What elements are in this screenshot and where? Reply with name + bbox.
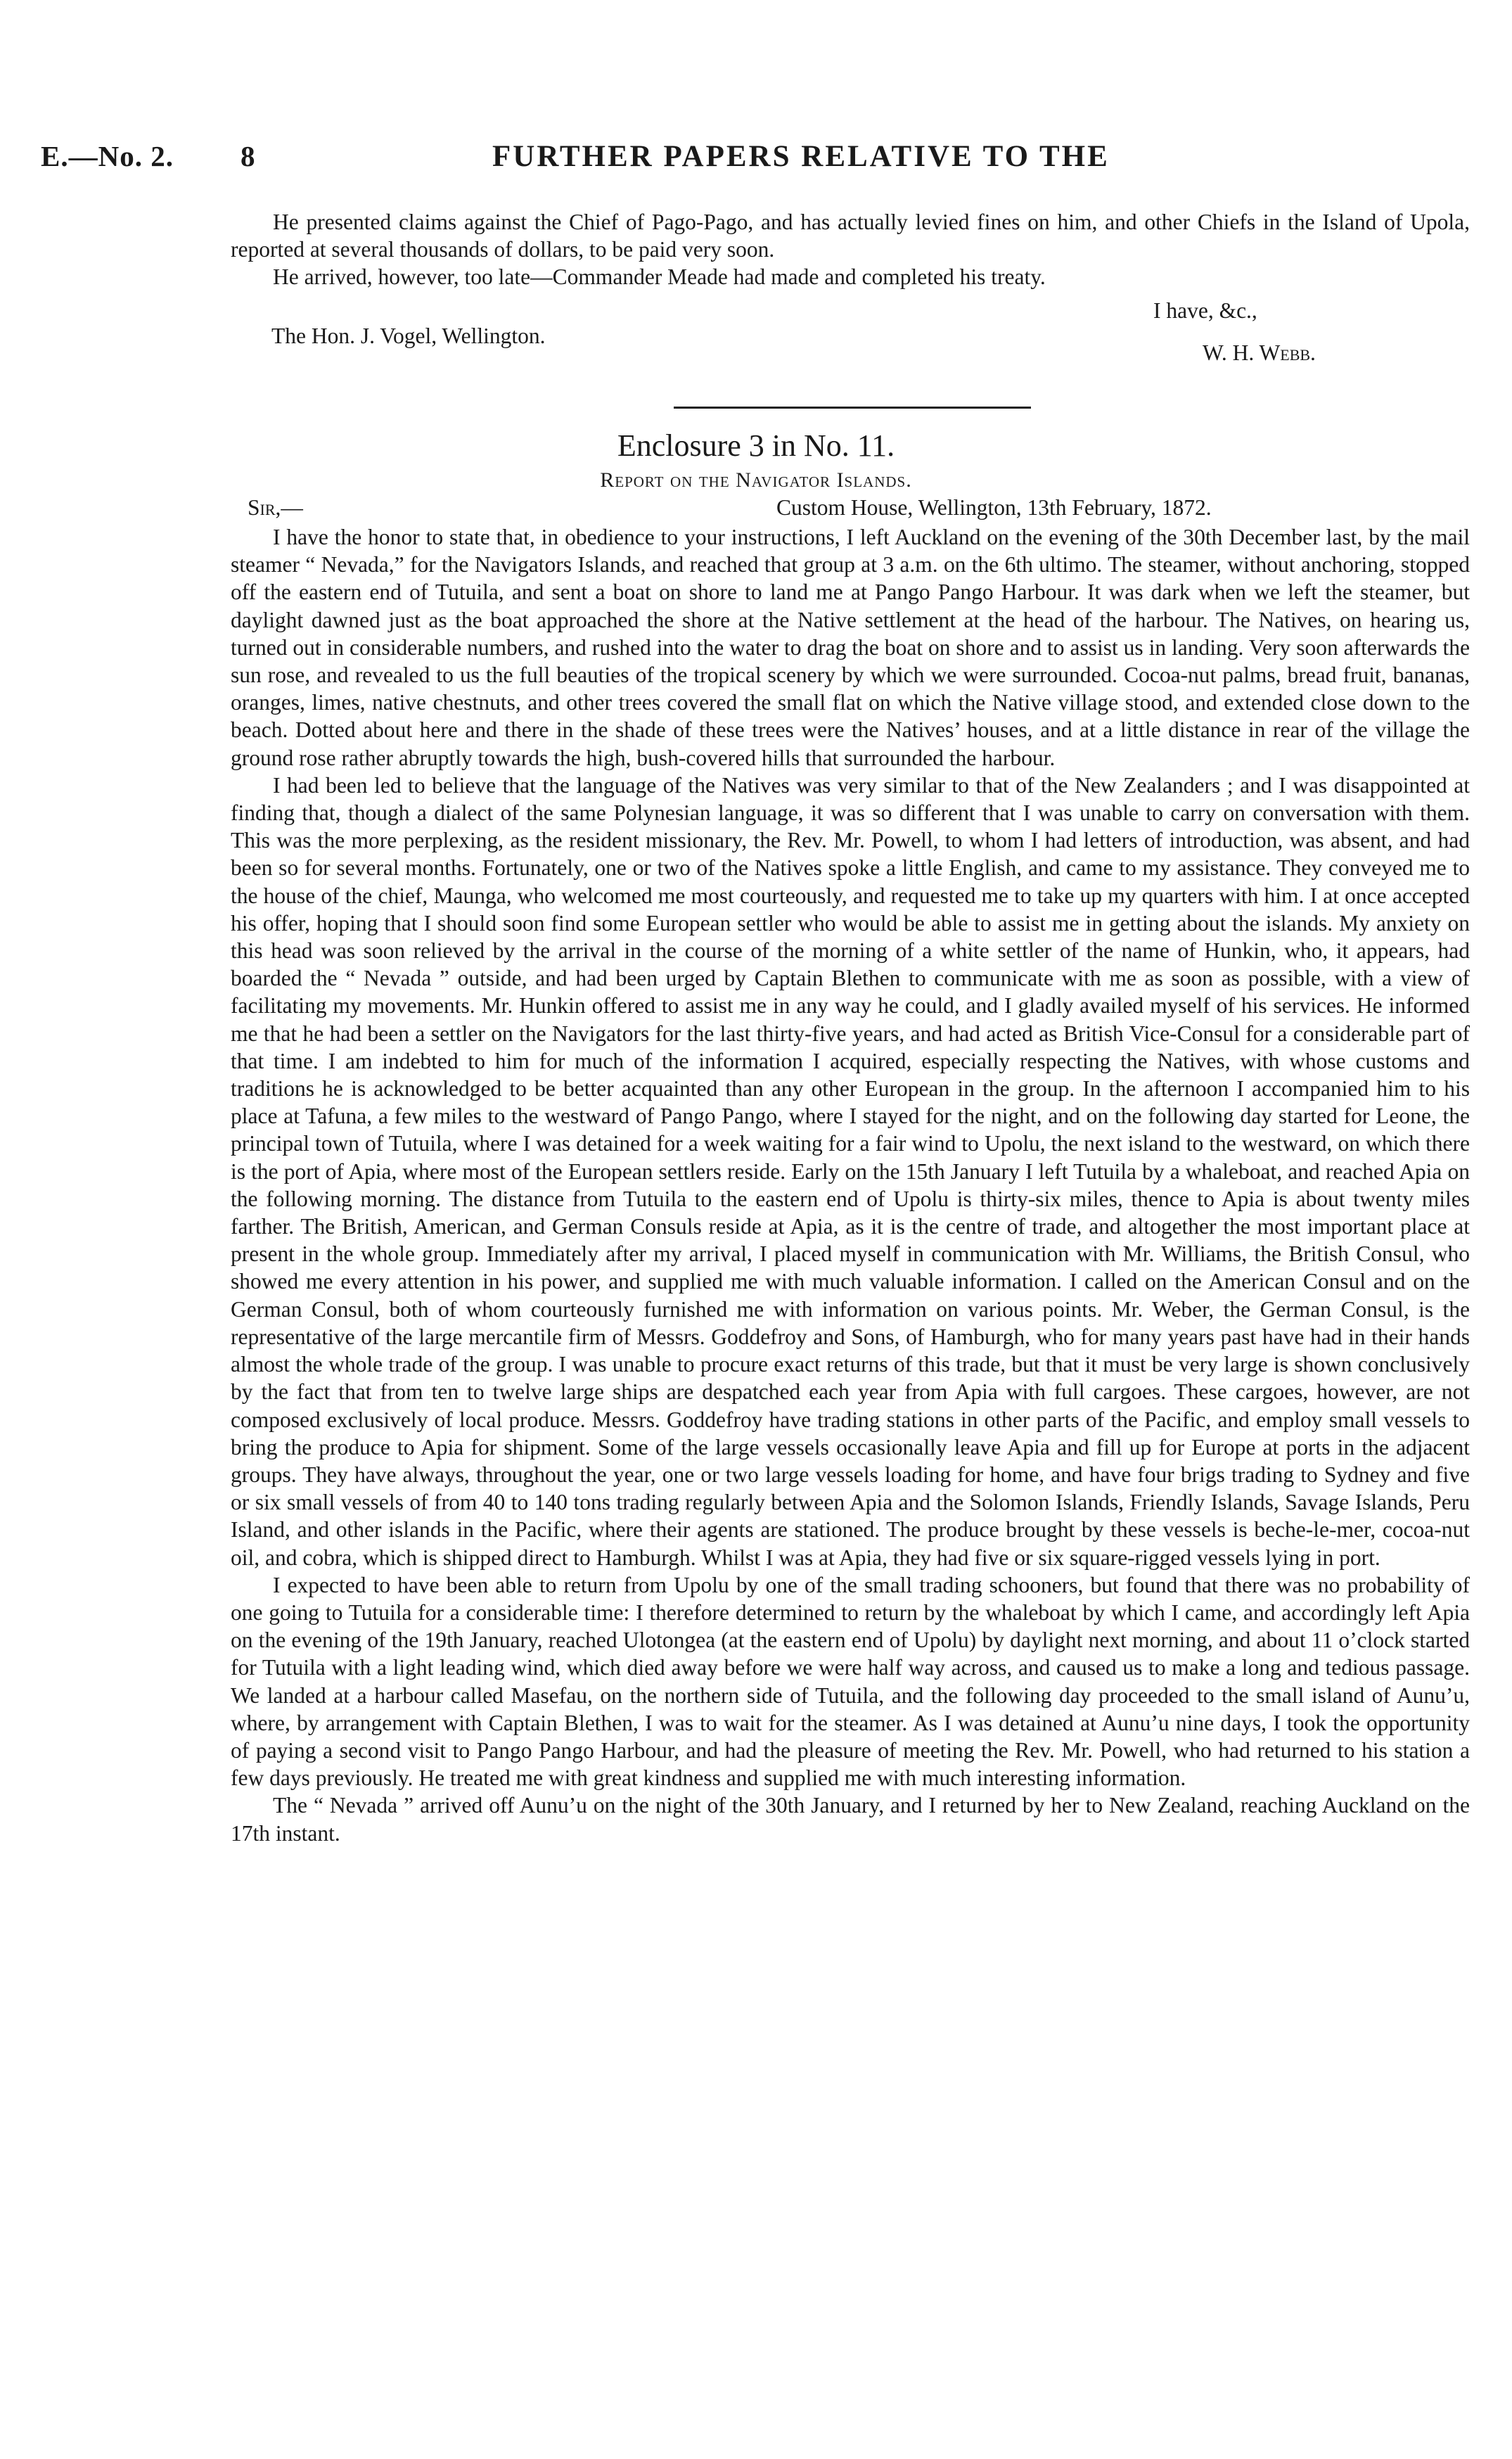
dateline: Custom House, Wellington, 13th February, 1872.	[776, 495, 1212, 520]
closing-phrase: I have, &c.,	[1153, 298, 1257, 323]
intro-paragraph: He presented claims against the Chief of Pago-Pago, and has actually levied fines on him, and other Chiefs in the Island of Upola, reported at several thousands of dollars, to be paid very soon.	[231, 210, 1470, 262]
salutation: Sir,—	[248, 495, 303, 520]
signature: W. H. Webb.	[1203, 340, 1316, 365]
enclosure-subtitle: Report on the Navigator Islands.	[600, 468, 912, 492]
enclosure-title: Enclosure 3 in No. 11.	[617, 428, 895, 463]
letter-paragraph: I expected to have been able to return from Upolu by one of the small trading schooners, but found that there was no probability of one going to Tutuila for a considerable time: I therefore determined to return by the whaleboat by which I came, and accordingly left Apia on the evening of the 19th January, reached Ulotongea (at the eastern end of Upolu) by daylight next morning, and about 11 o’clock started for Tutuila with a light leading wind, which died away before we were half way across, and caused us to make a long and tedious passage. We landed at a harbour called Masefau, on the northern side of Tutuila, and the following day proceeded to the small island of Aunu’u, where, by arrangement with Captain Blethen, I was to wait for the steamer. As I was detained at Aunu’u nine days, I took the opportunity of paying a second visit to Pango Pango Harbour, and had the pleasure of meeting the Rev. Mr. Powell, who had returned to his station a few days previously. He treated me with great kindness and supplied me with much interesting information.	[231, 1572, 1470, 1791]
section-divider	[674, 407, 1031, 409]
letter-body	[231, 523, 1470, 1847]
intro-text	[231, 208, 1470, 291]
document-reference: E.—No. 2.	[41, 140, 174, 172]
letter-paragraph: I have the honor to state that, in obedience to your instructions, I left Auckland on the evening of the 30th December last, by the mail steamer “ Nevada,” for the Navigators Islands, and reached that group at 3 a.m. on the 6th ultimo. The steamer, without anchoring, stopped off the eastern end of Tutuila, and sent a boat on shore to land me at Pango Pango Harbour. It was dark when we left the steamer, but daylight dawned just as the boat approached the shore at the Native settlement at the head of the harbour. The Natives, on hearing us, turned out in considerable numbers, and rushed into the water to drag the boat on shore and to assist us in landing. Very soon afterwards the sun rose, and revealed to us the full beauties of the tropical scenery by which we were surrounded. Cocoa-nut palms, bread fruit, bananas, oranges, limes, native chestnuts, and other trees covered the small flat on which the Native village stood, and extended close down to the beach. Dotted about here and there in the shade of these trees were the Natives’ houses, and at a little distance in rear of the village the ground rose rather abruptly towards the high, bush-covered hills that surrounded the harbour.	[231, 525, 1470, 770]
addressee: The Hon. J. Vogel, Wellington.	[271, 324, 546, 348]
page-header-title: FURTHER PAPERS RELATIVE TO THE	[492, 140, 1110, 173]
intro-paragraph: He arrived, however, too late—Commander Meade had made and completed his treaty.	[273, 264, 1046, 290]
page-number: 8	[241, 140, 255, 172]
letter-paragraph: The “ Nevada ” arrived off Aunu’u on the night of the 30th January, and I returned by her to New Zealand, reaching Auckland on the 17th instant.	[231, 1793, 1470, 1846]
letter-paragraph: I had been led to believe that the language of the Natives was very similar to that of the New Zealanders ; and I was disappointed at finding that, though a dialect of the same Polynesian language, it was so different that I was unable to carry on conversation with them. This was the more perplexing, as the resident missionary, the Rev. Mr. Powell, to whom I had letters of introduction, was absent, and had been so for several months. Fortunately, one or two of the Natives spoke a little English, and came to my assistance. They conveyed me to the house of the chief, Maunga, who welcomed me most courteously, and requested me to take up my quarters with him. I at once accepted his offer, hoping that I should soon find some European settler who would be able to assist me in getting about the islands. My anxiety on this head was soon relieved by the arrival in the course of the morning of a white settler of the name of Hunkin, who, it appears, had boarded the “ Nevada ” outside, and had been urged by Captain Blethen to communicate with me as soon as possible, with a view of facilitating my movements. Mr. Hunkin offered to assist me in any way he could, and I gladly availed myself of his services. He informed me that he had been a settler on the Navigators for the last thirty-five years, and had acted as British Vice-Consul for a considerable part of that time. I am indebted to him for much of the information I acquired, especially respecting the Natives, with whose customs and traditions he is acknowledged to be better acquainted than any other European in the group. In the afternoon I accompanied him to his place at Tafuna, a few miles to the westward of Pango Pango, where I stayed for the night, and on the following day started for Leone, the principal town of Tutuila, where I was detained for a week waiting for a fair wind to Upolu, the next island to the westward, on which there is the port of Apia, where most of the European settlers reside. Early on the 15th January I left Tutuila by a whaleboat, and reached Apia on the following morning. The distance from Tutuila to the eastern end of Upolu is thirty-six miles, thence to Apia is about twenty miles farther. The British, American, and German Consuls reside at Apia, as it is the centre of trade, and altogether the most important place at present in the whole group. Immediately after my arrival, I placed myself in communication with Mr. Williams, the British Consul, who showed me every attention in his power, and supplied me with much valuable information. I called on the American Consul and on the German Consul, both of whom courteously furnished me with information on various points. Mr. Weber, the German Consul, is the representative of the large mercantile firm of Messrs. Goddefroy and Sons, of Hamburgh, who for many years past have had in their hands almost the whole trade of the group. I was unable to procure exact returns of this trade, but that it must be very large is shown conclusively by the fact that from ten to twelve large ships are despatched each year from Apia with full cargoes. These cargoes, however, are not composed exclusively of local produce. Messrs. Goddefroy have trading stations in other parts of the Pacific, and employ small vessels to bring the produce to Apia for shipment. Some of the large vessels occasionally leave Apia and fill up for Europe at ports in the adjacent groups. They have always, throughout the year, one or two large vessels loading for home, and have four brigs trading to Sydney and five or six small vessels of from 40 to 140 tons trading regularly between Apia and the Solomon Islands, Friendly Islands, Savage Islands, Peru Island, and other islands in the Pacific, where their agents are stationed. The produce brought by these vessels is beche-le-mer, cocoa-nut oil, and cobra, which is shipped direct to Hamburgh. Whilst I was at Apia, they had five or six square-rigged vessels lying in port.	[231, 772, 1470, 1570]
